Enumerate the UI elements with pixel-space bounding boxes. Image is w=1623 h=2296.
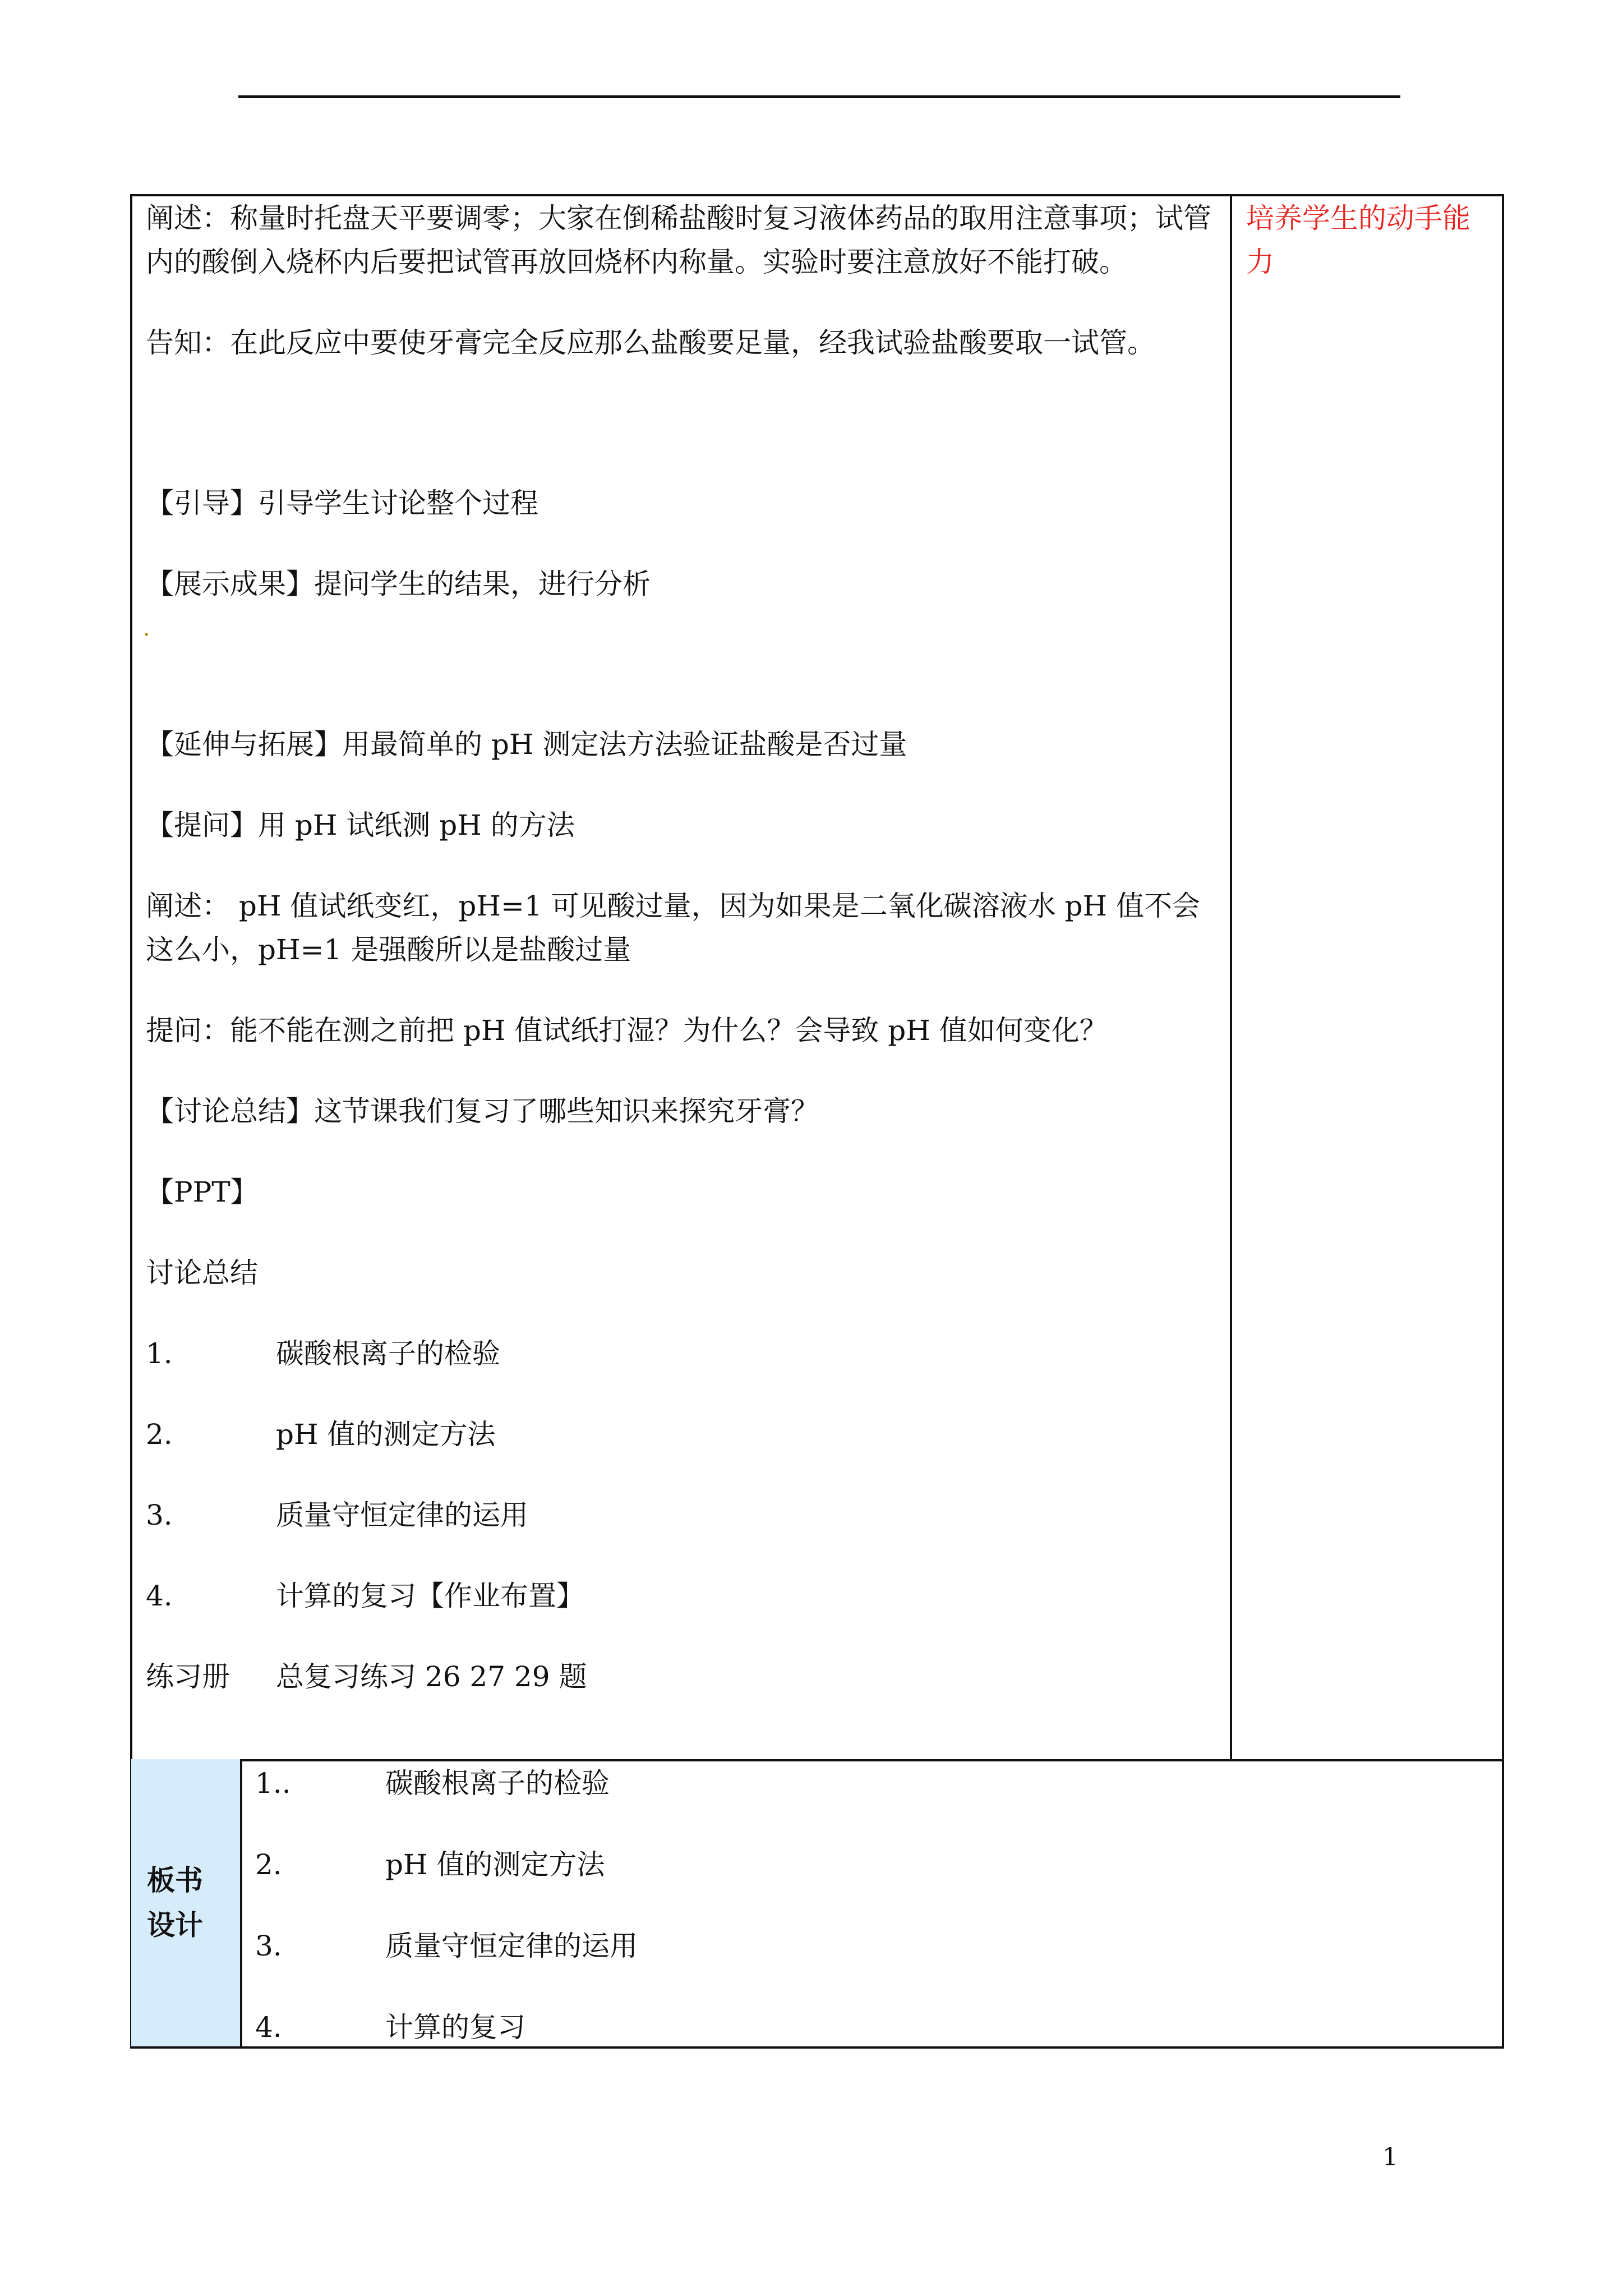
board-item: 2. pH 值的测定方法 [255, 1848, 605, 1881]
summary-discussion: 【讨论总结】这节课我们复习了哪些知识来探究牙膏？ [146, 1095, 819, 1128]
show-results: 【展示成果】提问学生的结果，进行分析 [146, 568, 651, 600]
side-note: 培养学生的动手能力 [1246, 202, 1470, 278]
board-item: 1.. 碳酸根离子的检验 [255, 1767, 610, 1800]
explain-ph: 阐述： pH 值试纸变红，pH=1 可见酸过量，因为如果是二氧化碳溶液水 pH 值不会这么小，pH=1 是强酸所以是盐酸过量 [146, 890, 1201, 966]
list-item: 1. 碳酸根离子的检验 [146, 1337, 500, 1370]
explain-weighing: 阐述：称量时托盘天平要调零；大家在倒稀盐酸时复习液体药品的取用注意事项；试管内的酸倒入烧杯内后要把试管再放回烧杯内称量。实验时要注意放好不能打破。 [146, 202, 1211, 278]
ppt-tag: 【PPT】 [146, 1176, 259, 1208]
stray-mark [145, 633, 148, 636]
list-item: 3. 质量守恒定律的运用 [146, 1499, 528, 1531]
header-rule [238, 95, 1400, 98]
list-item: 2. pH 值的测定方法 [146, 1418, 496, 1451]
board-item: 4. 计算的复习 [255, 2011, 525, 2044]
guide-discussion: 【引导】引导学生讨论整个过程 [146, 487, 538, 519]
board-item: 3. 质量守恒定律的运用 [255, 1930, 638, 1962]
question-wet-paper: 提问：能不能在测之前把 pH 值试纸打湿？为什么？会导致 pH 值如何变化？ [146, 1014, 1108, 1047]
board-items [255, 1761, 1321, 2087]
question-ph: 【提问】用 pH 试纸测 pH 的方法 [146, 809, 575, 841]
lesson-content [146, 196, 1223, 1699]
board-label-divider [240, 1759, 242, 2049]
list-item: 4. 计算的复习【作业布置】 [146, 1580, 584, 1612]
inform-acid: 告知：在此反应中要使牙膏完全反应那么盐酸要足量，经我试验盐酸要取一试管。 [146, 326, 1155, 359]
board-label-line: 板书 [147, 1864, 203, 1897]
exercise-line: 练习册 总复习练习 26 27 29 题 [146, 1660, 587, 1693]
board-label [147, 1858, 203, 1948]
page-number: 1 [1382, 2143, 1398, 2171]
column-divider [1230, 194, 1232, 1760]
board-label-line: 设计 [147, 1909, 203, 1941]
extension: 【延伸与拓展】用最简单的 pH 测定法方法验证盐酸是否过量 [146, 728, 907, 761]
summary-title: 讨论总结 [146, 1257, 258, 1289]
